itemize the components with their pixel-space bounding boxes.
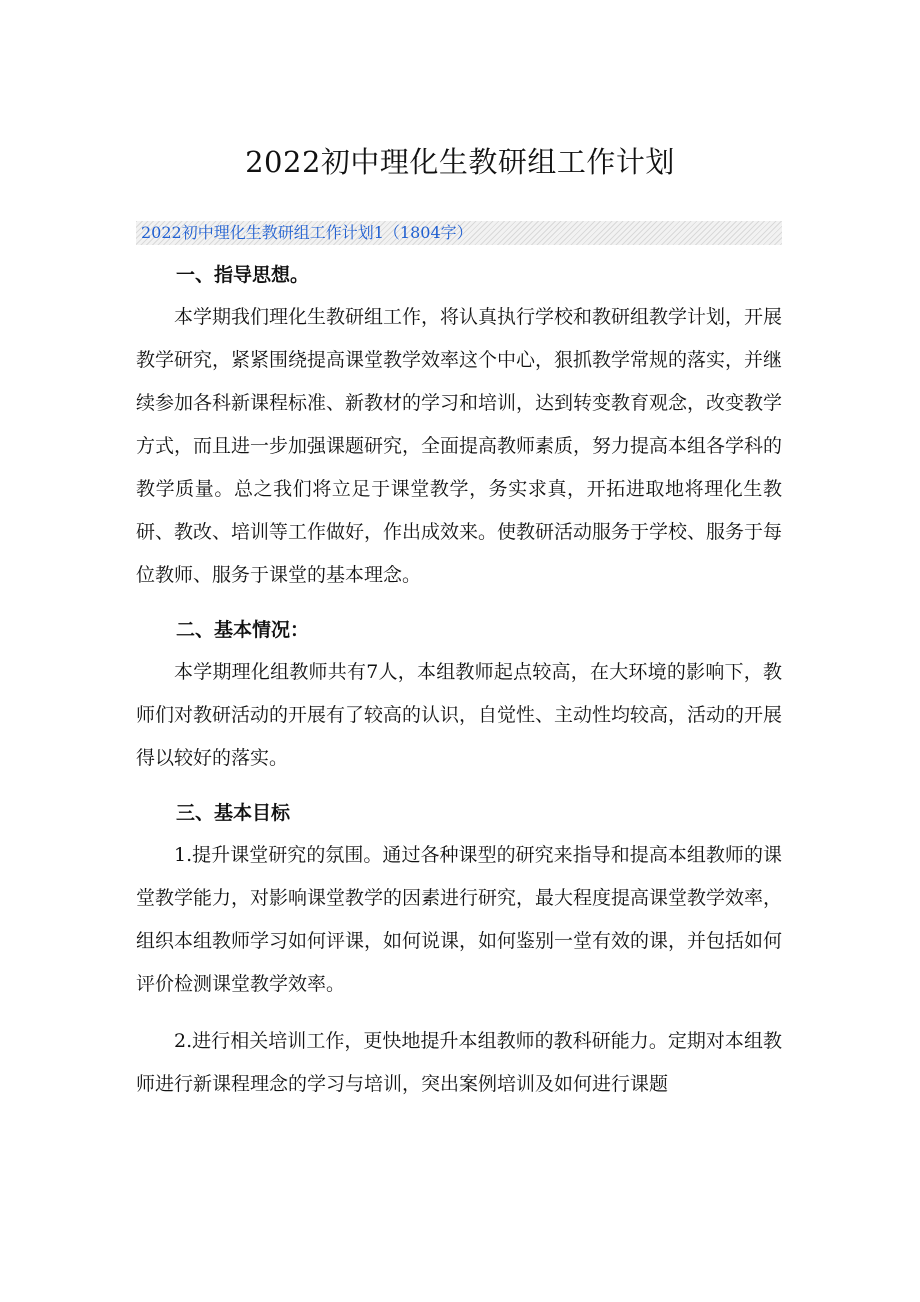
- paragraph: 2.进行相关培训工作，更快地提升本组教师的教科研能力。定期对本组教师进行新课程理念的学习与培训，突出案例培训及如何进行课题: [136, 1030, 782, 1095]
- section-heading-basic-goals: 三、基本目标: [176, 802, 291, 824]
- paragraph: 本学期理化组教师共有7人，本组教师起点较高，在大环境的影响下，教师们对教研活动的开展有了较高的认识，自觉性、主动性均较高，活动的开展得以较好的落实。: [136, 661, 783, 769]
- section-heading-guiding-ideology: 一、指导思想。: [176, 264, 310, 286]
- paragraph: 1.提升课堂研究的氛围。通过各种课型的研究来指导和提高本组教师的课堂教学能力，对影响课堂教学的因素进行研究，最大程度提高课堂教学效率，组织本组教师学习如何评课，如何说课，如何鉴别一堂有效的课，并包括如何评价检测课堂教学效率。: [136, 844, 783, 995]
- document-body: [136, 256, 782, 1106]
- document-title: 2022初中理化生教研组工作计划: [245, 145, 675, 179]
- section-heading-basic-situation: 二、基本情况：: [176, 619, 310, 641]
- paragraph: 本学期我们理化生教研组工作，将认真执行学校和教研组教学计划，开展教学研究，紧紧围绕提高课堂教学效率这个中心，狠抓教学常规的落实，并继续参加各科新课程标准、新教材的学习和培训，达到转变教育观念，改变教学方式，而且进一步加强课题研究，全面提高教师素质，努力提高本组各学科的教学质量。总之我们将立足于课堂教学，务实求真，开拓进取地将理化生教研、教改、培训等工作做好，作出成效来。使教研活动服务于学校、服务于每位教师、服务于课堂的基本理念。: [136, 306, 783, 586]
- toc-link[interactable]: 2022初中理化生教研组工作计划1（1804字）: [141, 223, 473, 242]
